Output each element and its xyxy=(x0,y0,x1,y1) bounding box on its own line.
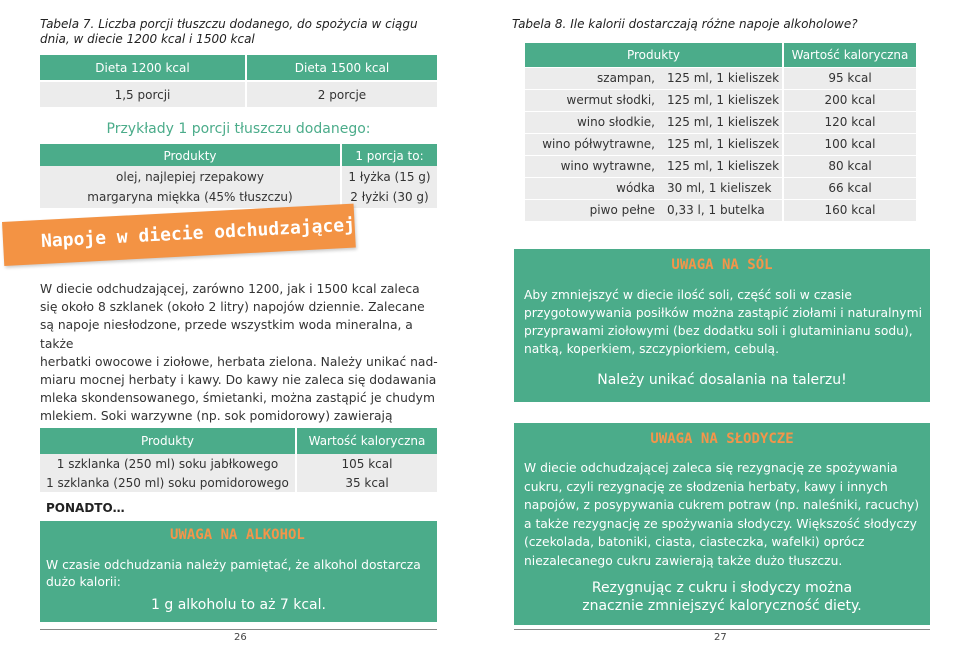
footer-rule-right xyxy=(514,629,930,630)
table8-caption: Tabela 8. Ile kalorii dostarczają różne napoje alkoholowe? xyxy=(512,17,858,31)
salt-warning-text xyxy=(524,286,924,358)
table7-header-1500: Dieta 1500 kcal xyxy=(245,55,437,80)
table8-row-portion: 30 ml, 1 kieliszek xyxy=(667,181,772,196)
table8-row xyxy=(525,200,916,221)
table8-header-products: Produkty xyxy=(626,48,680,62)
table8-row xyxy=(525,90,916,111)
drinks-header-calories: Wartość kaloryczna xyxy=(295,428,437,454)
drinks-row-product: 1 szklanka (250 ml) soku jabłkowego xyxy=(56,456,279,471)
paragraph-line: herbatki owocowe i ziołowe, herbata zielona. Należy unikać nad- xyxy=(40,354,438,369)
paragraph-line: są napoje niesłodzone, przede wszystkim woda mineralna, a także xyxy=(40,318,413,351)
examples-row xyxy=(40,166,437,188)
drinks-table-row xyxy=(40,473,437,492)
sweets-text-line: (czekolada, batoniki, ciasta, ciasteczka, wafelki) oprócz xyxy=(524,535,865,549)
table8-row-portion: 0,33 l, 1 butelka xyxy=(667,203,765,218)
table7-caption: Tabela 7. Liczba porcji tłuszczu dodanego, do spożycia w ciągu dnia, w diecie 1200 kcal i 1500 kcal xyxy=(40,17,418,46)
examples-row-product: margaryna miękka (45% tłuszczu) xyxy=(87,190,293,204)
table8-row-portion: 125 ml, 1 kieliszek xyxy=(667,115,780,130)
table7-value-1500: 2 porcje xyxy=(245,82,437,107)
examples-row xyxy=(40,186,437,208)
table8-body xyxy=(525,68,916,222)
sweets-highlight-line: znacznie zmniejszyć kaloryczność diety. xyxy=(582,598,862,614)
table8-row xyxy=(525,134,916,155)
paragraph-line: się około 8 szklanek (około 2 litry) napojów dziennie. Zalecane xyxy=(40,300,425,315)
paragraph-line: W diecie odchudzającej, zarówno 1200, jak i 1500 kcal zaleca xyxy=(40,282,420,296)
examples-header-products: Produkty xyxy=(163,149,217,163)
table8-row-calories: 120 kcal xyxy=(782,112,916,133)
table8-row xyxy=(525,156,916,177)
footer-rule-left xyxy=(40,629,437,630)
drinks-table-header xyxy=(40,428,437,454)
alcohol-text-line: dużo kalorii: xyxy=(46,575,121,589)
sweets-text-line: W diecie odchudzającej zaleca się rezygnację ze spożywania xyxy=(524,461,898,475)
table8-row-calories: 200 kcal xyxy=(782,90,916,111)
table8-row-calories: 80 kcal xyxy=(782,156,916,177)
section-title: Napoje w diecie odchudzającej xyxy=(40,214,356,252)
examples-row-portion: 1 łyżka (15 g) xyxy=(340,166,437,188)
page-number-left: 26 xyxy=(234,632,247,643)
table8-row-product: wino półwytrawne, xyxy=(542,137,655,152)
table7-header-1200: Dieta 1200 kcal xyxy=(95,60,190,75)
sweets-text-line: cukru, czyli rezygnację ze słodzenia herbaty, kawy i innych xyxy=(524,479,888,494)
examples-header-row xyxy=(40,144,437,168)
table8-row-portion: 125 ml, 1 kieliszek xyxy=(667,71,780,86)
sweets-text-line: napojów, z posypywania cukrem potraw (np. naleśniki, racuchy) xyxy=(524,498,920,512)
drinks-table-row xyxy=(40,454,437,473)
sweets-highlight xyxy=(514,579,930,615)
table8-row-calories: 66 kcal xyxy=(782,178,916,199)
table8-row-calories: 95 kcal xyxy=(782,68,916,89)
table8-header-row xyxy=(525,43,916,67)
alcohol-text-line: W czasie odchudzania należy pamiętać, że alkohol dostarcza xyxy=(46,558,421,572)
table8-row-product: wino wytrawne, xyxy=(560,159,655,174)
ponadto-label: PONADTO… xyxy=(46,501,125,515)
table7-values-row xyxy=(40,82,437,107)
paragraph-line: mleka skondensowanego, śmietanki, można zastąpić je chudym xyxy=(40,391,435,406)
table8-row xyxy=(525,68,916,89)
table8-row-portion: 125 ml, 1 kieliszek xyxy=(667,93,780,108)
alcohol-warning-title: UWAGA NA ALKOHOL xyxy=(170,527,305,543)
table8-row-product: wódka xyxy=(616,181,655,196)
sweets-text-line: a także rezygnację ze spożywania słodyczy. Większość słodyczy xyxy=(524,516,917,531)
table8-row-product: wermut słodki, xyxy=(566,93,655,108)
drinks-row-product: 1 szklanka (250 ml) soku pomidorowego xyxy=(46,475,289,490)
table8-row-product: wino słodkie, xyxy=(576,115,655,130)
table7-header-row xyxy=(40,55,437,80)
salt-warning-title: UWAGA NA SÓL xyxy=(671,257,773,273)
section-title-banner xyxy=(2,204,356,266)
table8-row xyxy=(525,178,916,199)
table8-row-product: szampan, xyxy=(597,71,655,86)
paragraph-line: mlekiem. Soki warzywne (np. sok pomidorowy) zawierają xyxy=(40,409,393,424)
sweets-warning-title: UWAGA NA SŁODYCZE xyxy=(650,431,794,447)
salt-text-line: natką, koperkiem, szczypiorkiem, cebulą. xyxy=(524,342,779,356)
salt-text-line: przygotowywania posiłków można zastąpić ziołami i naturalnymi xyxy=(524,306,922,320)
examples-row-portion: 2 łyżki (30 g) xyxy=(340,186,437,208)
page-number-right: 27 xyxy=(714,632,727,643)
drinks-row-calories: 35 kcal xyxy=(295,473,437,492)
table8-row-calories: 160 kcal xyxy=(782,200,916,221)
alcohol-highlight: 1 g alkoholu to aż 7 kcal. xyxy=(151,597,326,613)
table8-row xyxy=(525,112,916,133)
examples-title: Przykłady 1 porcji tłuszczu dodanego: xyxy=(106,121,371,137)
sweets-warning-text xyxy=(524,459,924,570)
table8-header-calories: Wartość kaloryczna xyxy=(782,43,916,67)
paragraph-line: miaru mocnej herbaty i kawy. Do kawy nie zaleca się dodawania xyxy=(40,373,437,388)
sweets-highlight-line: Rezygnując z cukru i słodyczy można xyxy=(591,580,853,596)
drinks-row-calories: 105 kcal xyxy=(295,454,437,473)
examples-row-product: olej, najlepiej rzepakowy xyxy=(116,170,264,184)
drinks-header-products: Produkty xyxy=(140,434,194,448)
table8-row-calories: 100 kcal xyxy=(782,134,916,155)
table8-row-portion: 125 ml, 1 kieliszek xyxy=(667,159,780,174)
table8-row-portion: 125 ml, 1 kieliszek xyxy=(667,137,780,152)
sweets-text-line: niezalecanego cukru zawierają także dużo tłuszczu. xyxy=(524,553,843,568)
table7-value-1200: 1,5 porcji xyxy=(114,87,171,102)
table8-row-product: piwo pełne xyxy=(589,203,655,218)
examples-header-portion: 1 porcja to: xyxy=(340,144,437,168)
salt-text-line: przyprawami ziołowymi (bez dodatku soli i glutaminianu sodu), xyxy=(524,324,913,338)
salt-highlight: Należy unikać dosalania na talerzu! xyxy=(597,372,847,388)
salt-text-line: Aby zmniejszyć w diecie ilość soli, część soli w czasie xyxy=(524,288,852,302)
alcohol-warning-text xyxy=(46,557,436,591)
